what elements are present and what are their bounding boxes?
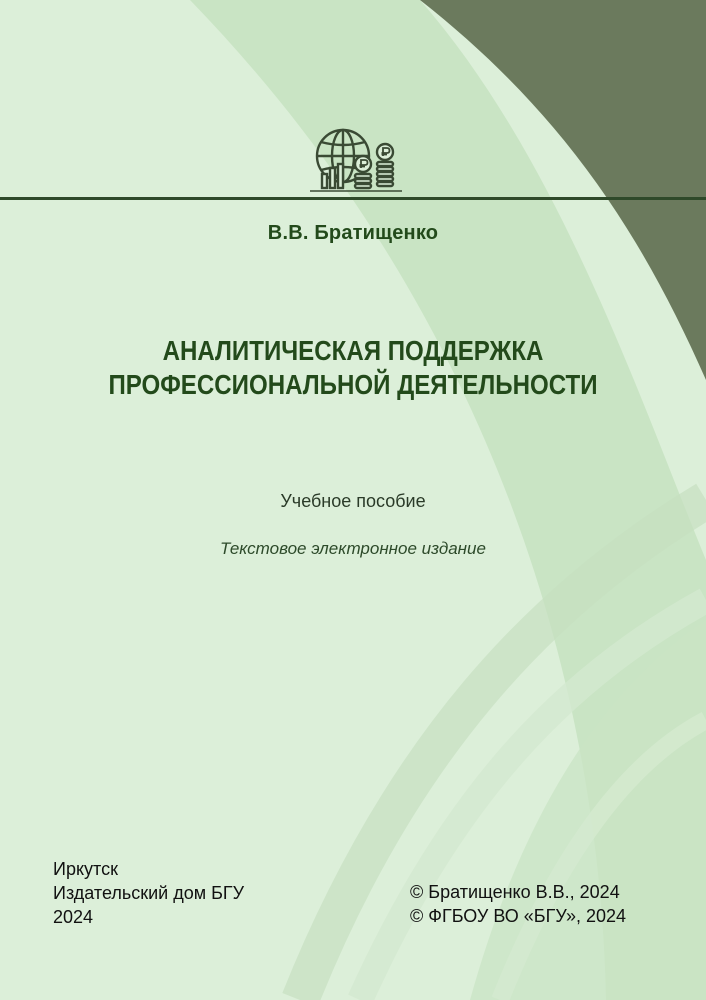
imprint <box>53 857 244 929</box>
imprint-publisher: Издательский дом БГУ <box>53 883 245 903</box>
header-rule <box>0 197 706 200</box>
imprint-year: 2024 <box>53 907 94 927</box>
imprint-city: Иркутск <box>53 859 118 879</box>
copyright-block <box>410 880 626 928</box>
author-name: В.В. Братищенко <box>267 222 439 244</box>
copyright-author: © Братищенко В.В., 2024 <box>410 882 620 902</box>
globe-chart-ruble-coins-icon <box>310 122 402 194</box>
copyright-institution: © ФГБОУ ВО «БГУ», 2024 <box>410 906 627 926</box>
book-subtitle: Учебное пособие <box>280 491 426 511</box>
edition-note: Текстовое электронное издание <box>220 539 486 558</box>
book-title <box>49 334 656 402</box>
book-title-line-1: АНАЛИТИЧЕСКАЯ ПОДДЕРЖКА <box>162 335 544 366</box>
book-title-line-2: ПРОФЕССИОНАЛЬНОЙ ДЕЯТЕЛЬНОСТИ <box>108 369 598 400</box>
